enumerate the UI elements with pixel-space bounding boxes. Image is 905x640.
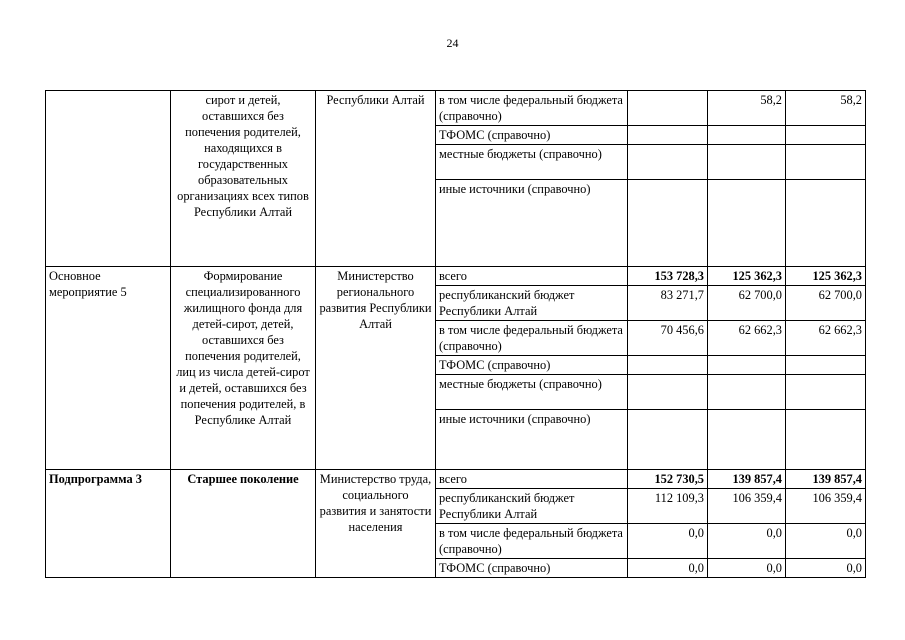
value-year3-cell: 106 359,4 — [786, 489, 866, 524]
value-year1-cell — [628, 356, 708, 375]
page-number: 24 — [446, 36, 459, 50]
funding-source-cell: республиканский бюджет Республики Алтай — [436, 286, 628, 321]
table-row — [46, 91, 866, 126]
value-year2-cell: 58,2 — [708, 91, 786, 126]
value-year1-cell: 83 271,7 — [628, 286, 708, 321]
funding-source-cell: иные источники (справочно) — [436, 180, 628, 267]
value-year3-cell — [786, 410, 866, 470]
value-year3-cell: 139 857,4 — [786, 470, 866, 489]
subprogram-title-cell: Старшее поколение — [171, 470, 316, 578]
event-name-cell — [46, 91, 171, 267]
value-year3-cell: 62 662,3 — [786, 321, 866, 356]
value-year2-cell: 0,0 — [708, 524, 786, 559]
funding-source-cell: ТФОМС (справочно) — [436, 126, 628, 145]
executor-cell: Республики Алтай — [316, 91, 436, 267]
funding-source-cell: в том числе федеральный бюджета (справочно) — [436, 524, 628, 559]
value-year2-cell — [708, 356, 786, 375]
value-year1-cell: 153 728,3 — [628, 267, 708, 286]
value-year3-cell: 58,2 — [786, 91, 866, 126]
value-year1-cell — [628, 126, 708, 145]
funding-source-cell: иные источники (справочно) — [436, 410, 628, 470]
executor-cell: Министерство регионального развития Республики Алтай — [316, 267, 436, 470]
value-year2-cell: 0,0 — [708, 559, 786, 578]
subprogram-name-cell: Подпрограмма 3 — [46, 470, 171, 578]
value-year2-cell — [708, 145, 786, 180]
value-year3-cell — [786, 126, 866, 145]
table-row — [46, 267, 866, 286]
value-year1-cell: 112 109,3 — [628, 489, 708, 524]
table-row — [46, 470, 866, 489]
value-year1-cell: 0,0 — [628, 559, 708, 578]
funding-source-cell: всего — [436, 267, 628, 286]
funding-source-cell: ТФОМС (справочно) — [436, 356, 628, 375]
value-year3-cell: 125 362,3 — [786, 267, 866, 286]
value-year2-cell: 139 857,4 — [708, 470, 786, 489]
value-year1-cell — [628, 91, 708, 126]
value-year1-cell — [628, 375, 708, 410]
value-year1-cell: 70 456,6 — [628, 321, 708, 356]
value-year1-cell — [628, 180, 708, 267]
value-year2-cell: 125 362,3 — [708, 267, 786, 286]
value-year2-cell: 106 359,4 — [708, 489, 786, 524]
value-year2-cell — [708, 180, 786, 267]
value-year3-cell: 0,0 — [786, 559, 866, 578]
event-description-cell: Формирование специализированного жилищного фонда для детей-сирот, детей, оставшихся без попечения родителей, лиц из числа детей-сирот и детей, оставшихся без попечения родителей, в Республике Алтай — [171, 267, 316, 470]
value-year2-cell: 62 700,0 — [708, 286, 786, 321]
value-year1-cell — [628, 410, 708, 470]
event-name-cell: Основное мероприятие 5 — [46, 267, 171, 470]
budget-table — [45, 90, 866, 578]
funding-source-cell: в том числе федеральный бюджета (справочно) — [436, 91, 628, 126]
value-year3-cell — [786, 145, 866, 180]
funding-source-cell: местные бюджеты (справочно) — [436, 145, 628, 180]
value-year2-cell — [708, 410, 786, 470]
value-year1-cell — [628, 145, 708, 180]
value-year3-cell — [786, 356, 866, 375]
value-year3-cell: 0,0 — [786, 524, 866, 559]
funding-source-cell: в том числе федеральный бюджета (справочно) — [436, 321, 628, 356]
value-year1-cell: 0,0 — [628, 524, 708, 559]
funding-source-cell: всего — [436, 470, 628, 489]
executor-cell: Министерство труда, социального развития и занятости населения — [316, 470, 436, 578]
value-year2-cell — [708, 126, 786, 145]
value-year3-cell — [786, 375, 866, 410]
value-year2-cell — [708, 375, 786, 410]
funding-source-cell: местные бюджеты (справочно) — [436, 375, 628, 410]
value-year2-cell: 62 662,3 — [708, 321, 786, 356]
funding-source-cell: республиканский бюджет Республики Алтай — [436, 489, 628, 524]
funding-source-cell: ТФОМС (справочно) — [436, 559, 628, 578]
value-year3-cell — [786, 180, 866, 267]
value-year3-cell: 62 700,0 — [786, 286, 866, 321]
event-description-cell: сирот и детей, оставшихся без попечения родителей, находящихся в государственных образовательных организациях всех типов Республики Алтай — [171, 91, 316, 267]
value-year1-cell: 152 730,5 — [628, 470, 708, 489]
